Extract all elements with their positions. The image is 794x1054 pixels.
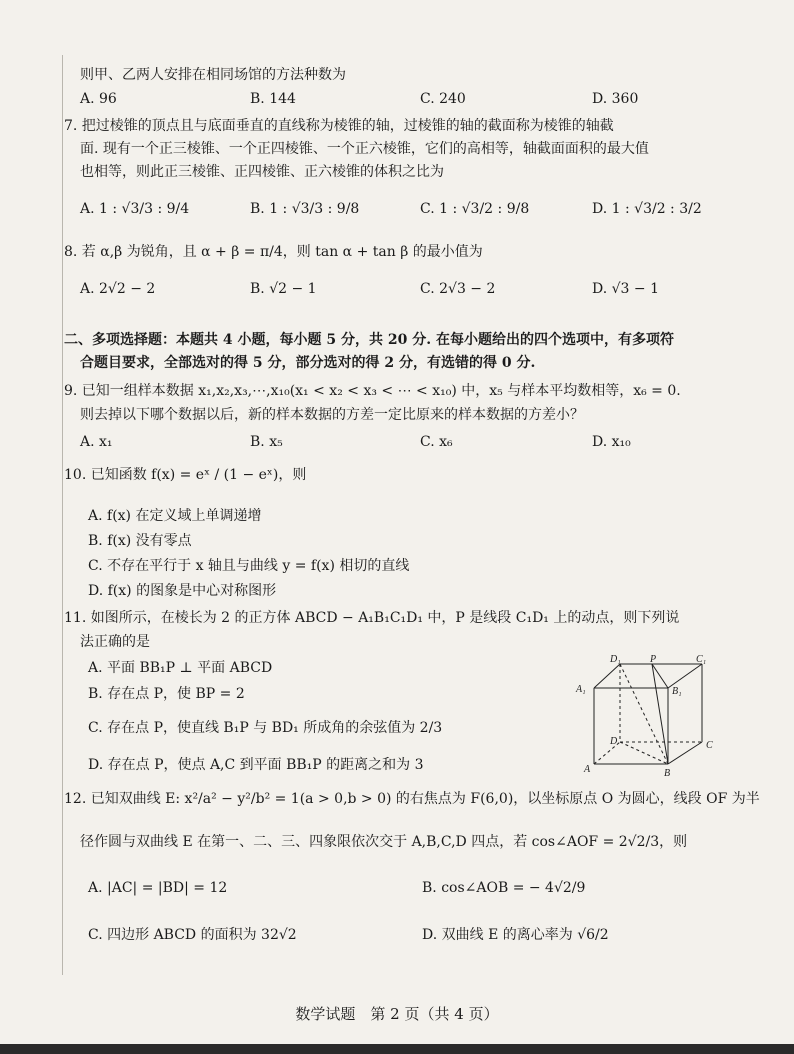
option-item: C. x₆ — [420, 434, 453, 450]
cube-label-a1: A₁ — [576, 684, 586, 695]
option-item: B. 1 : √3/3 : 9/8 — [250, 201, 360, 217]
text-line: 径作圆与双曲线 E 在第一、二、三、四象限依次交于 A,B,C,D 四点，若 cos∠AOF = 2√2/3，则 — [80, 834, 688, 850]
text-line: A. 平面 BB₁P ⊥ 平面 ABCD — [88, 660, 273, 676]
cube-figure — [572, 654, 722, 784]
text-line: C. 存在点 P，使直线 B₁P 与 BD₁ 所成角的余弦值为 2/3 — [88, 720, 443, 736]
cube-label-b1: B₁ — [672, 686, 682, 697]
text-line: B. f(x) 没有零点 — [88, 533, 192, 549]
text-line: A. f(x) 在定义域上单调递增 — [88, 508, 262, 524]
option-item: C. 240 — [420, 91, 466, 107]
text-line: 二、多项选择题：本题共 4 小题，每小题 5 分，共 20 分. 在每小题给出的四个选项中，有多项符 — [64, 332, 674, 348]
option-item: B. 144 — [250, 91, 296, 107]
cube-label-p: P — [650, 654, 657, 665]
option-item: D. 1 : √3/2 : 3/2 — [592, 201, 702, 217]
cube-label-d: D — [610, 736, 618, 747]
text-line: 8. 若 α,β 为锐角，且 α + β = π/4，则 tan α + tan β 的最小值为 — [64, 244, 483, 260]
option-item: D. √3 − 1 — [592, 281, 659, 297]
cube-label-b: B — [664, 768, 671, 779]
option-item: D. x₁₀ — [592, 434, 631, 450]
option-item: D. 双曲线 E 的离心率为 √6/2 — [422, 927, 609, 943]
margin-line — [62, 55, 63, 975]
option-item: A. x₁ — [80, 434, 113, 450]
cube-label-d1: D₁ — [610, 654, 621, 665]
text-line: 合题目要求，全部选对的得 5 分，部分选对的得 2 分，有选错的得 0 分. — [80, 355, 536, 371]
text-line: 10. 已知函数 f(x) = eˣ / (1 − eˣ)，则 — [64, 467, 307, 483]
option-item: B. √2 − 1 — [250, 281, 317, 297]
option-item: C. 2√3 − 2 — [420, 281, 496, 297]
text-line: 则去掉以下哪个数据以后，新的样本数据的方差一定比原来的样本数据的方差小？ — [80, 407, 584, 423]
option-item: C. 四边形 ABCD 的面积为 32√2 — [88, 927, 297, 943]
option-item: B. x₅ — [250, 434, 283, 450]
text-line: 面. 现有一个正三棱锥、一个正四棱锥、一个正六棱锥，它们的高相等，轴截面面积的最大值 — [80, 141, 649, 157]
text-line: 11. 如图所示，在棱长为 2 的正方体 ABCD − A₁B₁C₁D₁ 中，P 是线段 C₁D₁ 上的动点，则下列说 — [64, 610, 680, 626]
text-line: 7. 把过棱锥的顶点且与底面垂直的直线称为棱锥的轴，过棱锥的轴的截面称为棱锥的轴截 — [64, 118, 614, 134]
option-item: B. cos∠AOB = − 4√2/9 — [422, 880, 586, 896]
scan-edge — [0, 1044, 794, 1054]
option-item: A. 2√2 − 2 — [80, 281, 156, 297]
option-item: A. 1 : √3/3 : 9/4 — [80, 201, 190, 217]
cube-label-c1: C₁ — [696, 654, 707, 665]
text-line: B. 存在点 P，使 BP = 2 — [88, 686, 245, 702]
page-footer: 数学试题 第 2 页（共 4 页） — [295, 1005, 499, 1023]
text-line: 12. 已知双曲线 E: x²/a² − y²/b² = 1(a > 0,b > 0) 的右焦点为 F(6,0)，以坐标原点 O 为圆心，线段 OF 为半 — [64, 791, 760, 807]
text-line: 则甲、乙两人安排在相同场馆的方法种数为 — [80, 67, 346, 83]
option-item: D. 360 — [592, 91, 639, 107]
option-item: C. 1 : √3/2 : 9/8 — [420, 201, 530, 217]
text-line: 9. 已知一组样本数据 x₁,x₂,x₃,⋯,x₁₀(x₁ < x₂ < x₃ < ⋯ < x₁₀) 中，x₅ 与样本平均数相等，x₆ = 0. — [64, 383, 681, 399]
option-item: A. |AC| = |BD| = 12 — [88, 880, 228, 896]
text-line: 也相等，则此正三棱锥、正四棱锥、正六棱锥的体积之比为 — [80, 164, 444, 180]
text-line: 法正确的是 — [80, 634, 150, 650]
text-line: C. 不存在平行于 x 轴且与曲线 y = f(x) 相切的直线 — [88, 558, 410, 574]
option-item: A. 96 — [80, 91, 117, 107]
cube-label-c: C — [706, 740, 713, 751]
cube-label-a: A — [584, 764, 591, 775]
text-line: D. f(x) 的图象是中心对称图形 — [88, 583, 277, 599]
text-line: D. 存在点 P，使点 A,C 到平面 BB₁P 的距离之和为 3 — [88, 757, 424, 773]
